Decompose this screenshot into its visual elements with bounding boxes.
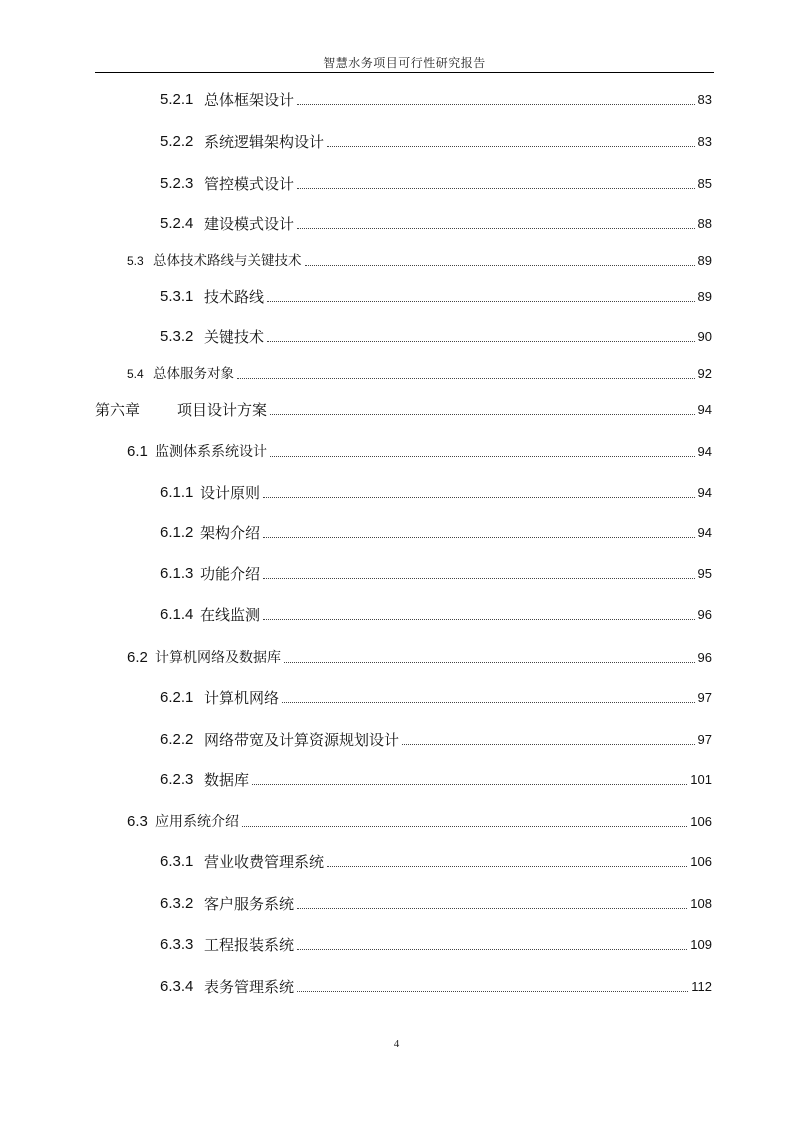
toc-entry-page: 90 [697, 329, 712, 344]
running-header: 智慧水务项目可行性研究报告 [323, 56, 486, 70]
dot-leader [402, 744, 695, 745]
toc-entry-number: 5.2.3 [160, 175, 194, 192]
toc-entry[interactable] [160, 605, 712, 625]
toc-entry-title: 功能介绍 [200, 565, 261, 583]
dot-leader [267, 341, 695, 342]
toc-entry-number: 5.3.1 [160, 288, 194, 305]
dot-leader [327, 146, 695, 147]
dot-leader [297, 104, 695, 105]
toc-entry-number: 6.3.1 [160, 853, 194, 870]
toc-entry-title: 技术路线 [204, 288, 265, 306]
toc-entry-page: 96 [697, 607, 712, 622]
toc-entry-title: 总体服务对象 [153, 366, 234, 382]
dot-leader [282, 702, 695, 703]
toc-entry[interactable] [160, 730, 712, 750]
toc-entry-page: 83 [697, 92, 712, 107]
toc-entry-title: 项目设计方案 [177, 401, 268, 419]
toc-entry-number: 6.3 [127, 813, 148, 830]
toc-entry-title: 总体技术路线与关键技术 [153, 253, 302, 269]
toc-entry[interactable] [160, 977, 712, 997]
toc-entry-number: 5.4 [127, 367, 144, 381]
dot-leader [297, 188, 695, 189]
toc-entry-number: 6.2.2 [160, 731, 194, 748]
toc-entry-page: 94 [697, 525, 712, 540]
toc-entry-number: 6.1.1 [160, 484, 194, 501]
toc-entry-title: 架构介绍 [200, 524, 261, 542]
toc-entry[interactable] [160, 852, 712, 872]
dot-leader [270, 456, 695, 457]
toc-entry[interactable] [127, 812, 712, 832]
page-number: 4 [393, 1038, 400, 1050]
toc-entry-page: 112 [691, 979, 712, 994]
toc-entry-page: 97 [697, 732, 712, 747]
toc-entry-title: 网络带宽及计算资源规划设计 [204, 731, 400, 749]
toc-entry-title: 数据库 [204, 771, 250, 789]
toc-entry-title: 表务管理系统 [204, 978, 295, 996]
toc-entry-page: 95 [697, 566, 712, 581]
dot-leader [297, 949, 687, 950]
toc-entry-number: 6.2 [127, 649, 148, 666]
toc-entry-page: 109 [690, 937, 712, 952]
toc-entry-title: 计算机网络 [204, 689, 280, 707]
toc-entry-page: 88 [697, 216, 712, 231]
toc-entry-page: 85 [697, 176, 712, 191]
toc-entry[interactable] [160, 688, 712, 708]
toc-entry[interactable] [127, 251, 712, 271]
toc-entry-title: 管控模式设计 [204, 175, 295, 193]
dot-leader [297, 908, 687, 909]
toc-entry[interactable] [127, 364, 712, 384]
toc-entry[interactable] [160, 174, 712, 194]
toc-entry-title: 设计原则 [200, 484, 261, 502]
toc-entry[interactable] [160, 523, 712, 543]
toc-entry-number: 第六章 [95, 401, 141, 419]
toc-entry-title: 建设模式设计 [204, 215, 295, 233]
dot-leader [270, 414, 695, 415]
toc-entry-title: 工程报装系统 [204, 936, 295, 954]
dot-leader [237, 378, 695, 379]
toc-entry-title: 客户服务系统 [204, 895, 295, 913]
toc-entry-page: 94 [697, 444, 712, 459]
dot-leader [297, 991, 688, 992]
toc-entry[interactable] [127, 442, 712, 462]
toc-entry[interactable] [160, 327, 712, 347]
toc-entry[interactable] [160, 214, 712, 234]
toc-entry-number: 6.1.3 [160, 565, 194, 582]
toc-entry-page: 92 [697, 366, 712, 381]
toc-entry-number: 6.3.3 [160, 936, 194, 953]
toc-entry-title: 应用系统介绍 [155, 814, 239, 830]
toc-entry-page: 83 [697, 134, 712, 149]
toc-entry-page: 94 [697, 485, 712, 500]
dot-leader [263, 578, 695, 579]
toc-entry[interactable] [160, 287, 712, 307]
dot-leader [284, 662, 695, 663]
toc-entry[interactable] [160, 483, 712, 503]
toc-entry-title: 系统逻辑架构设计 [204, 133, 325, 151]
toc-entry[interactable] [160, 132, 712, 152]
toc-entry[interactable] [160, 935, 712, 955]
toc-entry[interactable] [160, 564, 712, 584]
dot-leader [327, 866, 687, 867]
dot-leader [267, 301, 695, 302]
toc-entry-number: 6.2.3 [160, 771, 194, 788]
toc-entry[interactable] [160, 894, 712, 914]
toc-entry-page: 101 [690, 772, 712, 787]
dot-leader [242, 826, 687, 827]
toc-entry[interactable] [160, 90, 712, 110]
dot-leader [252, 784, 687, 785]
dot-leader [263, 537, 695, 538]
toc-entry-number: 6.1 [127, 443, 148, 460]
toc-entry-number: 6.1.2 [160, 524, 194, 541]
toc-entry-title: 计算机网络及数据库 [155, 650, 281, 666]
toc-entry-title: 监测体系系统设计 [155, 444, 267, 460]
toc-entry-number: 5.2.1 [160, 91, 194, 108]
toc-entry-page: 89 [697, 253, 712, 268]
toc-entry-page: 106 [690, 814, 712, 829]
toc-entry[interactable] [95, 400, 712, 420]
dot-leader [305, 265, 695, 266]
toc-entry[interactable] [127, 648, 712, 668]
toc-entry-number: 6.3.2 [160, 895, 194, 912]
toc-entry-page: 94 [697, 402, 712, 417]
toc-entry-page: 106 [690, 854, 712, 869]
toc-entry-title: 营业收费管理系统 [204, 853, 325, 871]
toc-entry-number: 5.3.2 [160, 328, 194, 345]
toc-entry-page: 89 [697, 289, 712, 304]
toc-entry-number: 6.2.1 [160, 689, 194, 706]
toc-entry-number: 6.1.4 [160, 606, 194, 623]
toc-entry-number: 6.3.4 [160, 978, 194, 995]
dot-leader [297, 228, 695, 229]
toc-entry-number: 5.2.2 [160, 133, 194, 150]
toc-entry-page: 97 [697, 690, 712, 705]
toc-entry-number: 5.3 [127, 254, 144, 268]
dot-leader [263, 619, 695, 620]
toc-entry-title: 总体框架设计 [204, 91, 295, 109]
toc-entry-title: 关键技术 [204, 328, 265, 346]
toc-entry-title: 在线监测 [200, 606, 261, 624]
dot-leader [263, 497, 695, 498]
toc-entry[interactable] [160, 770, 712, 790]
toc-entry-page: 108 [690, 896, 712, 911]
toc-entry-number: 5.2.4 [160, 215, 194, 232]
toc-entry-page: 96 [697, 650, 712, 665]
